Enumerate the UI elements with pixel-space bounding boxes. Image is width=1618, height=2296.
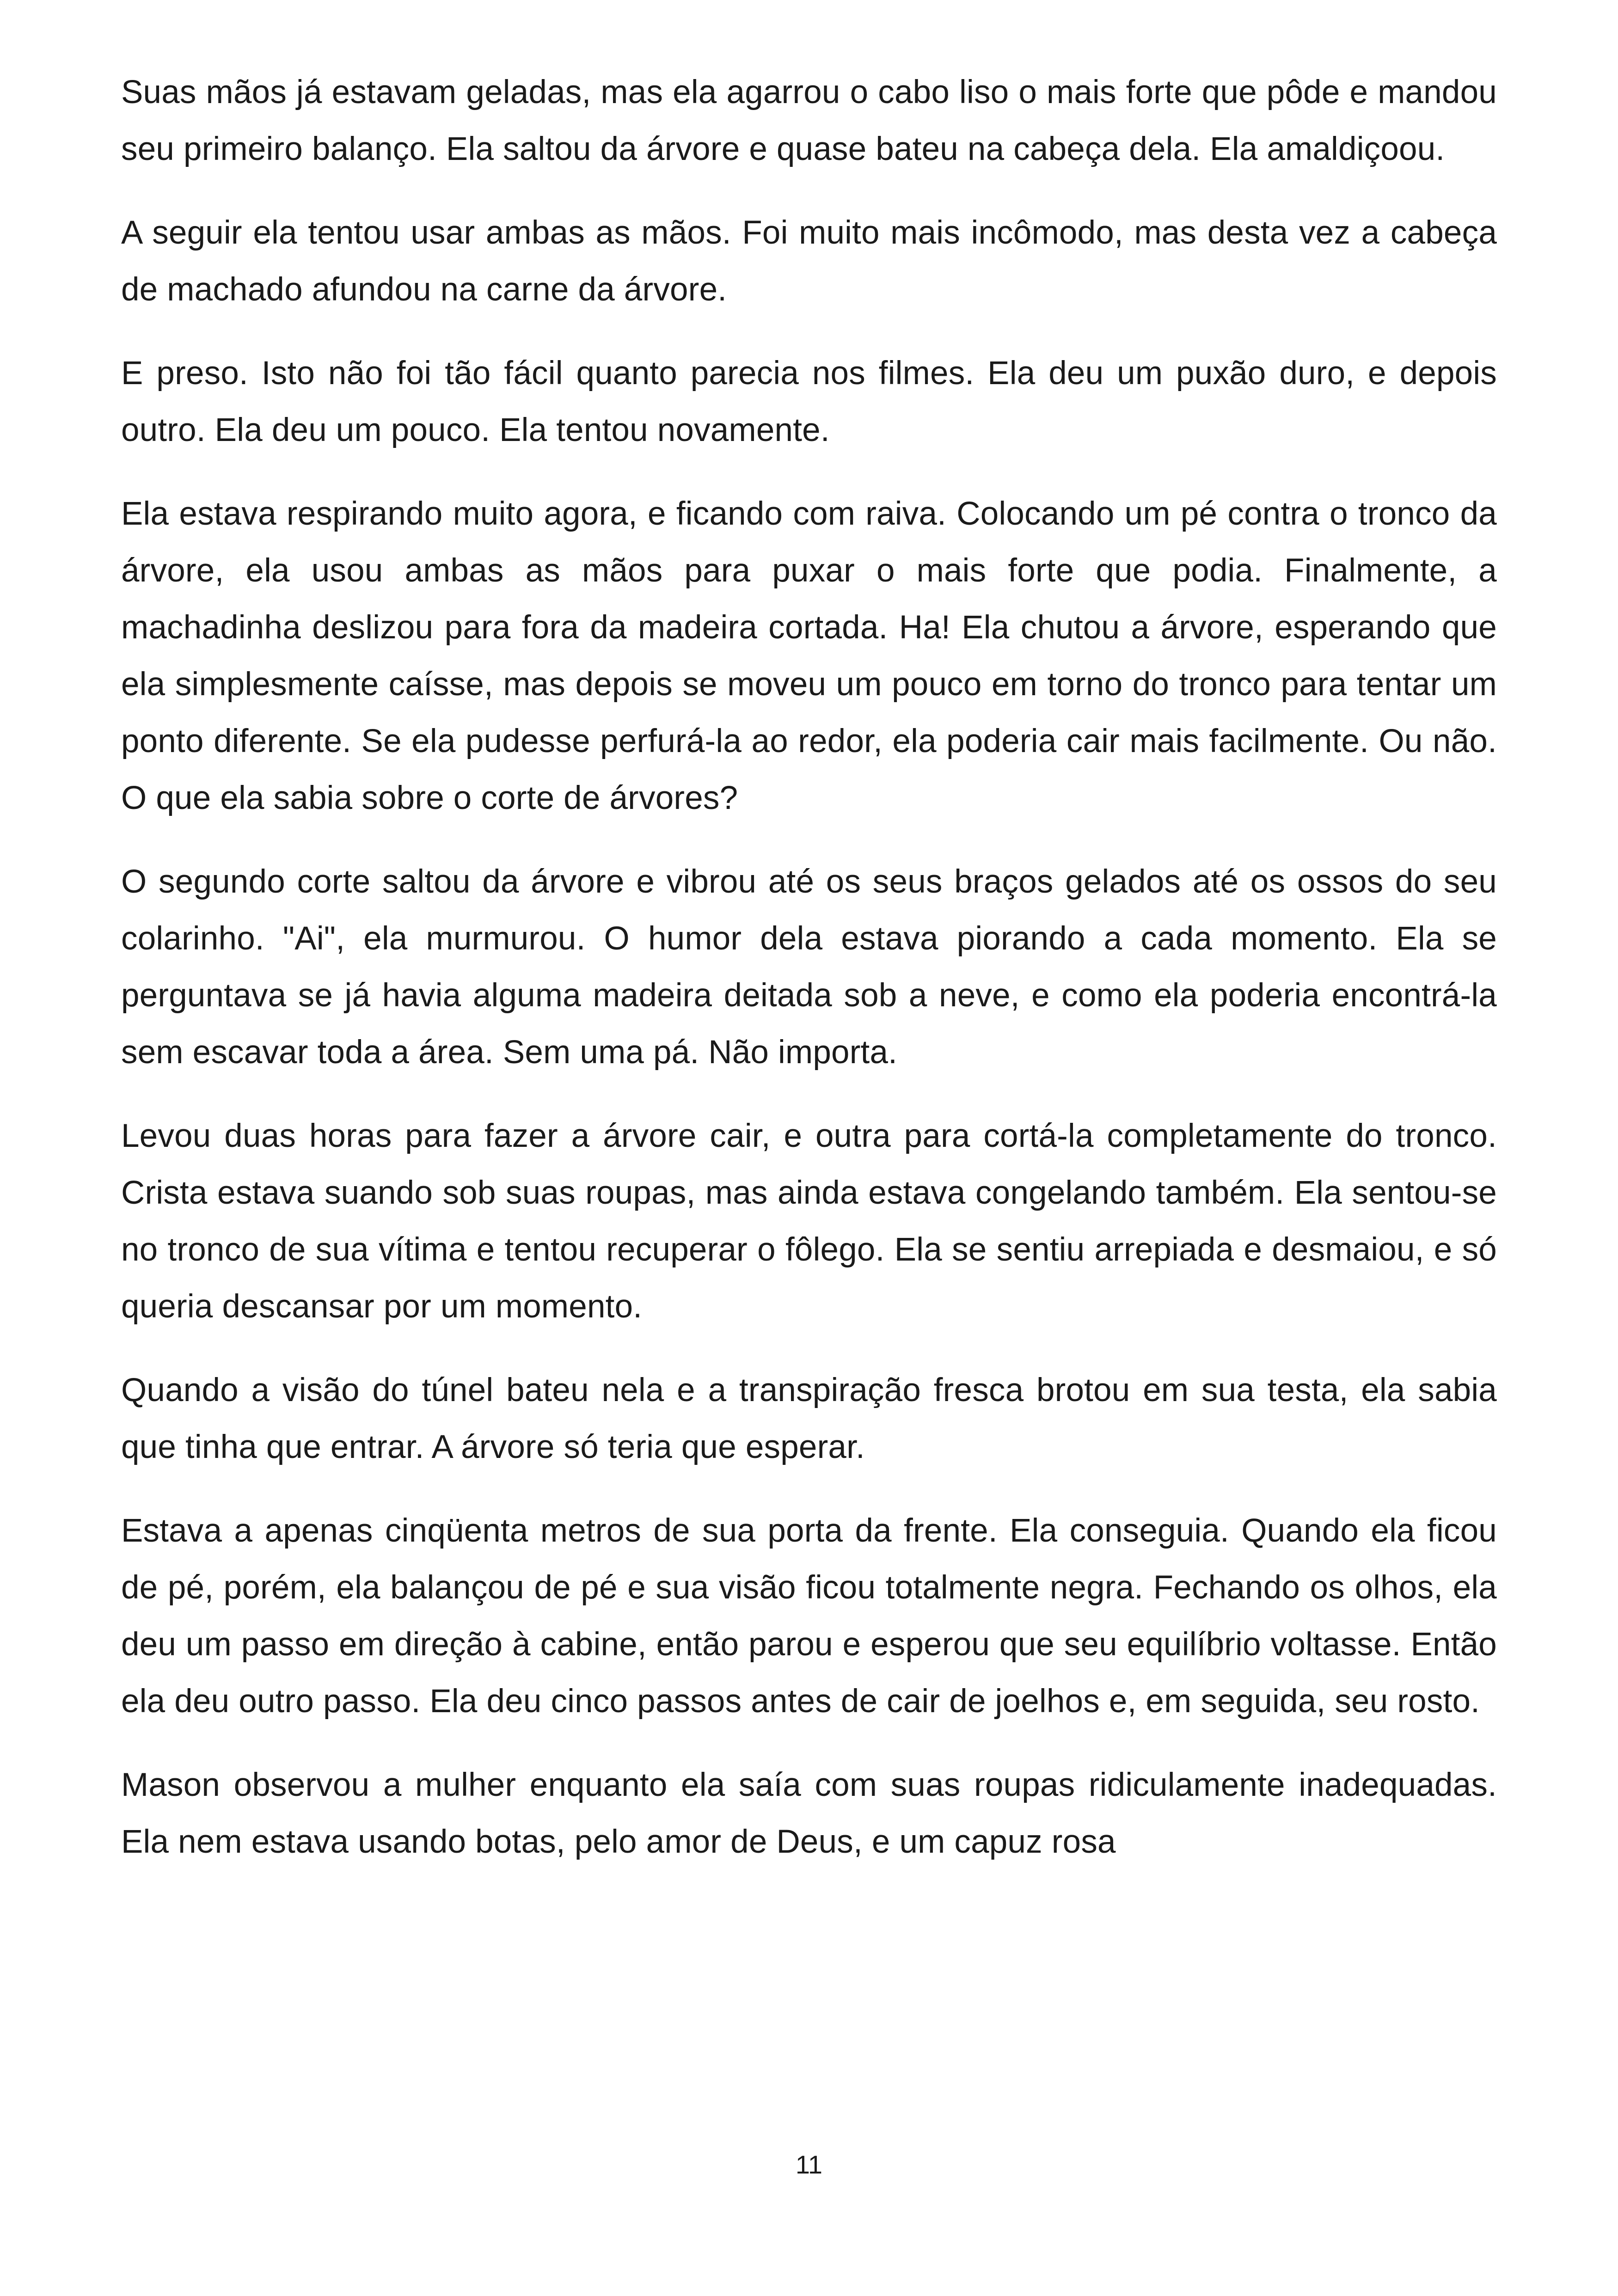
page-number: 11 xyxy=(795,2150,823,2179)
paragraph: Quando a visão do túnel bateu nela e a transpiração fresca brotou em sua testa, ela sabia que tinha que entrar. A árvore só teria que esperar. xyxy=(121,1372,1497,1465)
paragraph: Mason observou a mulher enquanto ela saía com suas roupas ridiculamente inadequadas. Ela nem estava usando botas, pelo amor de Deus, e um capuz rosa xyxy=(121,1767,1497,1860)
paragraph: Levou duas horas para fazer a árvore cair, e outra para cortá-la completamente do tronco. Crista estava suando sob suas roupas, mas ainda estava congelando também. Ela sentou-se no tronco de sua vítima e tentou recuperar o fôlego. Ela se sentiu arrepiada e desmaiou, e só queria descansar por um momento. xyxy=(121,1118,1497,1325)
paragraph: Suas mãos já estavam geladas, mas ela agarrou o cabo liso o mais forte que pôde e mandou seu primeiro balanço. Ela saltou da árvore e quase bateu na cabeça dela. Ela amaldiçoou. xyxy=(121,74,1497,167)
paragraph: Ela estava respirando muito agora, e ficando com raiva. Colocando um pé contra o tronco da árvore, ela usou ambas as mãos para puxar o mais forte que podia. Finalmente, a machadinha deslizou para fora da madeira cortada. Ha! Ela chutou a árvore, esperando que ela simplesmente caísse, mas depois se moveu um pouco em torno do tronco para tentar um ponto diferente. Se ela pudesse perfurá-la ao redor, ela poderia cair mais facilmente. Ou não. O que ela sabia sobre o corte de árvores? xyxy=(121,496,1497,816)
paragraph: Estava a apenas cinqüenta metros de sua porta da frente. Ela conseguia. Quando ela ficou de pé, porém, ela balançou de pé e sua visão ficou totalmente negra. Fechando os olhos, ela deu um passo em direção à cabine, então parou e esperou que seu equilíbrio voltasse. Então ela deu outro passo. Ela deu cinco passos antes de cair de joelhos e, em seguida, seu rosto. xyxy=(121,1512,1497,1720)
paragraph: E preso. Isto não foi tão fácil quanto parecia nos filmes. Ela deu um puxão duro, e depois outro. Ela deu um pouco. Ela tentou novamente. xyxy=(121,355,1497,448)
body-text xyxy=(121,64,1497,1897)
paragraph: O segundo corte saltou da árvore e vibrou até os seus braços gelados até os ossos do seu colarinho. "Ai", ela murmurou. O humor dela estava piorando a cada momento. Ela se perguntava se já havia alguma madeira deitada sob a neve, e como ela poderia encontrá-la sem escavar toda a área. Sem uma pá. Não importa. xyxy=(121,863,1497,1071)
paragraph: A seguir ela tentou usar ambas as mãos. Foi muito mais incômodo, mas desta vez a cabeça de machado afundou na carne da árvore. xyxy=(121,214,1497,308)
